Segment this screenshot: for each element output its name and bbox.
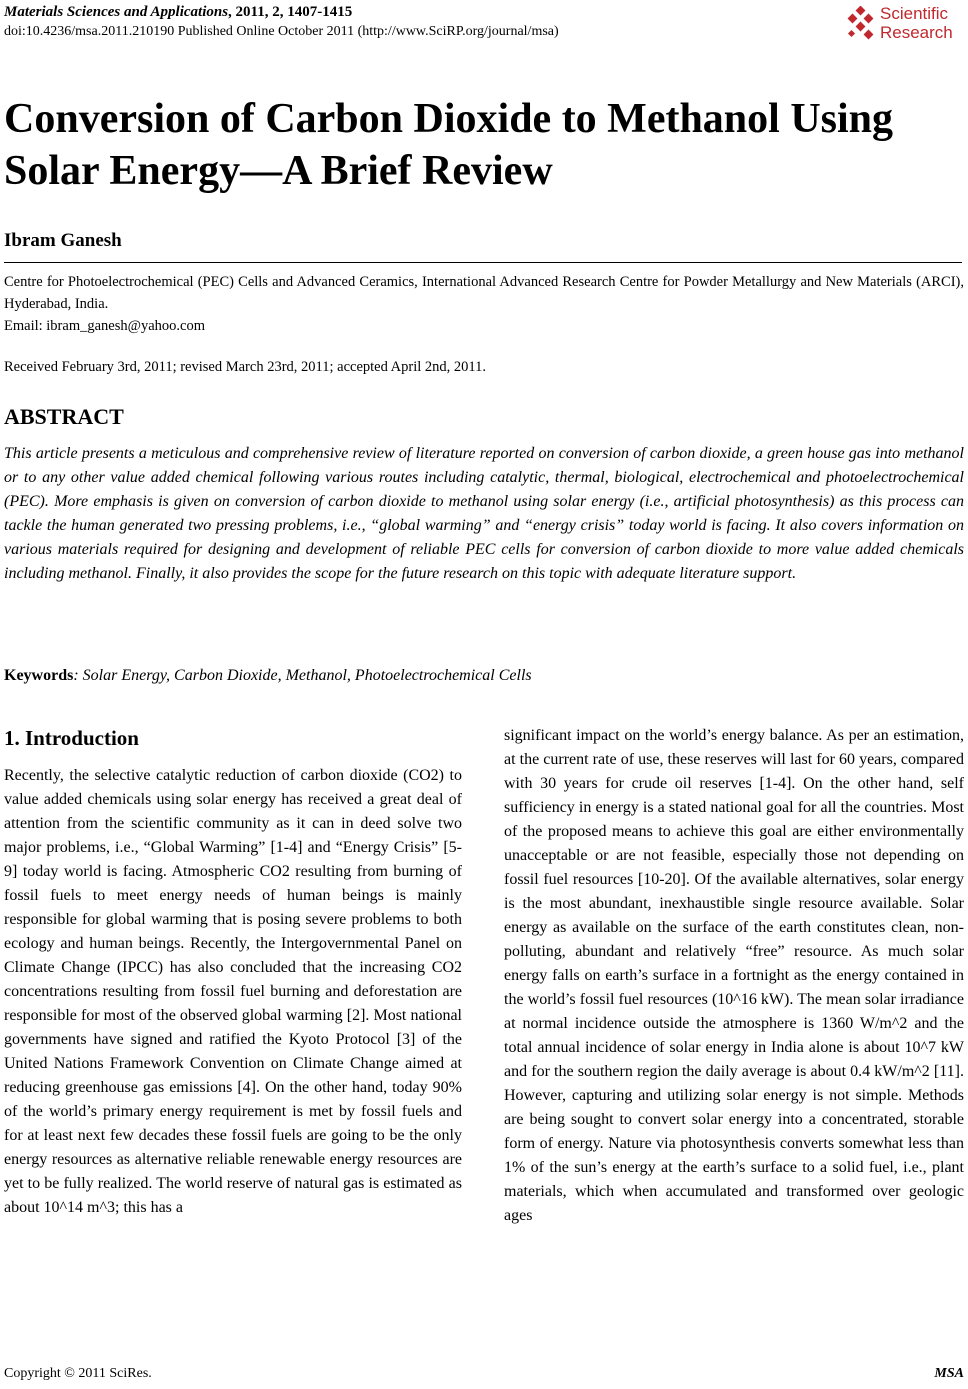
author-name: Ibram Ganesh xyxy=(4,230,122,251)
body-column-left: Recently, the selective catalytic reduction of carbon dioxide (CO2) to value added chemicals using solar energy has received a great deal of attention from the scientific community as it can in deed solve two major problems, i.e., “Global Warming” [1-4] and “Energy Crisis” [5-9] today world is facing. Atmospheric CO2 resulting from burning of fossil fuels to meet energy needs of human beings is mainly responsible for global warming that is posing severe problems to both ecology and human beings. Recently, the Intergovernmental Panel on Climate Change (IPCC) has also concluded that the increasing CO2 concentrations resulting from fossil fuel burning and deforestation are responsible for most of the observed global warming [2]. Most national governments have signed and ratified the Kyoto Protocol [3] of the United Nations Framework Convention on Climate Change aimed at reducing greenhouse gas emissions [4]. On the other hand, today 90% of the world’s primary energy requirement is met by fossil fuels and for at least next few decades these fossil fuels are going to be the only energy resources as alternative reliable renewable energy resources are yet to be fully realized. The world reserve of natural gas is estimated as about 10^14 m^3; this has a xyxy=(4,767,462,1216)
abstract-text: This article presents a meticulous and comprehensive review of literature reported on conversion of carbon dioxide, a green house gas into methanol or to any other value added chemical following various routes including catalytic, thermal, biological, electrochemical and photoelectrochemical (PEC). More emphasis is given on conversion of carbon dioxide to methanol using solar energy (i.e., artificial photosynthesis) as this process can tackle the human generated two pressing problems, i.e., “global warming” and “energy crisis” today world is facing. It also covers information on various materials required for designing and development of reliable PEC cells for conversion of carbon dioxide to more value added chemicals including methanol. Finally, it also provides the scope for the future research on this topic with adequate literature support. xyxy=(4,445,964,582)
journal-volume: , 2011, 2, 1407-1415 xyxy=(228,4,353,20)
affiliation: Centre for Photoelectrochemical (PEC) Cells and Advanced Ceramics, International Advanced Research Centre for Powder Metallurgy and New Materials (ARCI), Hyderabad, India. xyxy=(4,274,964,312)
author-divider xyxy=(4,262,962,263)
journal-citation xyxy=(4,2,352,22)
keywords-label: Keywords xyxy=(4,667,74,684)
logo-text: Scientific Research xyxy=(880,4,953,42)
keywords xyxy=(4,664,532,688)
doi-line: doi:10.4236/msa.2011.210190 Published Online October 2011 (http://www.SciRP.org/journal/msa) xyxy=(4,24,559,39)
author-email: Email: ibram_ganesh@yahoo.com xyxy=(4,318,205,334)
abstract-heading: ABSTRACT xyxy=(4,404,124,429)
received-dates: Received February 3rd, 2011; revised March 23rd, 2011; accepted April 2nd, 2011. xyxy=(4,359,486,375)
keywords-list: : Solar Energy, Carbon Dioxide, Methanol, Photoelectrochemical Cells xyxy=(73,667,532,684)
section-heading: 1. Introduction xyxy=(4,726,139,750)
journal-name: Materials Sciences and Applications xyxy=(4,4,229,20)
footer-copyright: Copyright © 2011 SciRes. xyxy=(4,1366,152,1381)
footer-journal-abbr: MSA xyxy=(934,1366,964,1381)
publisher-logo xyxy=(844,4,964,46)
paper-title: Conversion of Carbon Dioxide to Methanol Using Solar Energy—A Brief Review xyxy=(4,96,894,194)
logo-mark-icon xyxy=(844,6,876,42)
body-column-right: significant impact on the world’s energy balance. As per an estimation, at the current rate of use, these reserves will last for 60 years, compared with 30 years for crude oil reserves [1-4]. On the other hand, self sufficiency in energy is a stated national goal for all the countries. Most of the proposed means to achieve this goal are either environmentally unacceptable or are not feasible, especially those not depending on fossil fuel resources [10-20]. Of the available alternatives, solar energy is the most abundant, inexhaustible single resource available. Solar energy as available on the surface of the earth constitutes clean, non-polluting, abundant and relatively “free” resource. As much solar energy falls on earth’s surface in a fortnight as the energy contained in the world’s fossil fuel resources (10^16 kW). The mean solar irradiance at normal incidence outside the atmosphere is 1360 W/m^2 and the total annual incidence of solar energy in India alone is about 10^7 kW and for the southern region the daily average is about 0.4 kW/m^2 [11]. However, capturing and utilizing solar energy is not simple. Methods are being sought to convert solar energy into a concentrated, storable form of energy. Nature via photosynthesis converts somewhat less than 1% of the sun’s energy at the earth’s surface to a solid fuel, i.e., plant materials, which when accumulated and transformed over geologic ages xyxy=(504,727,964,1224)
